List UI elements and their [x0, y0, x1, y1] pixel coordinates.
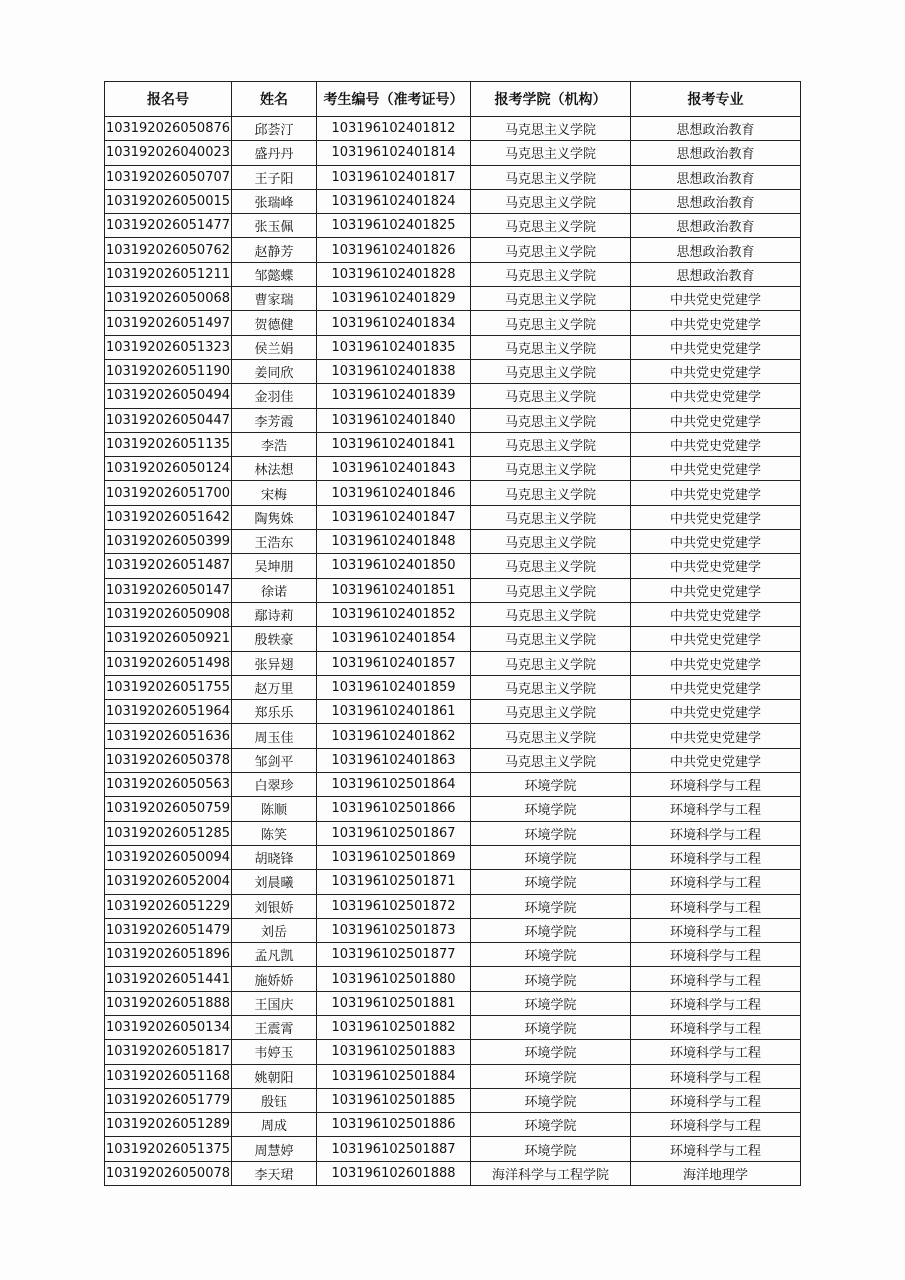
table-row — [105, 287, 801, 311]
cell-school: 环境学院 — [471, 1040, 631, 1064]
cell-major: 中共党史党建学 — [631, 505, 801, 529]
cell-registration-number: 103192026051636 — [105, 724, 232, 748]
cell-major: 中共党史党建学 — [631, 700, 801, 724]
cell-major: 中共党史党建学 — [631, 602, 801, 626]
cell-major: 环境科学与工程 — [631, 1113, 801, 1137]
cell-school: 马克思主义学院 — [471, 335, 631, 359]
cell-major: 环境科学与工程 — [631, 967, 801, 991]
cell-school: 马克思主义学院 — [471, 505, 631, 529]
cell-school: 环境学院 — [471, 1064, 631, 1088]
cell-registration-number: 103192026051135 — [105, 432, 232, 456]
header-registration-number: 报名号 — [105, 82, 232, 117]
cell-school: 海洋科学与工程学院 — [471, 1161, 631, 1185]
cell-exam-number: 103196102401852 — [317, 602, 471, 626]
cell-school: 环境学院 — [471, 821, 631, 845]
cell-major: 环境科学与工程 — [631, 821, 801, 845]
cell-major: 中共党史党建学 — [631, 335, 801, 359]
table-row — [105, 335, 801, 359]
table-row — [105, 384, 801, 408]
table-row — [105, 530, 801, 554]
cell-registration-number: 103192026051817 — [105, 1040, 232, 1064]
cell-major: 环境科学与工程 — [631, 894, 801, 918]
cell-major: 思想政治教育 — [631, 238, 801, 262]
cell-registration-number: 103192026051441 — [105, 967, 232, 991]
table-row — [105, 408, 801, 432]
cell-school: 环境学院 — [471, 845, 631, 869]
cell-school: 环境学院 — [471, 1113, 631, 1137]
table-row — [105, 724, 801, 748]
cell-major: 思想政治教育 — [631, 189, 801, 213]
cell-registration-number: 103192026051168 — [105, 1064, 232, 1088]
cell-exam-number: 103196102401847 — [317, 505, 471, 529]
cell-school: 环境学院 — [471, 991, 631, 1015]
cell-registration-number: 103192026050378 — [105, 748, 232, 772]
cell-exam-number: 103196102501866 — [317, 797, 471, 821]
cell-student-name: 赵静芳 — [232, 238, 317, 262]
cell-school: 环境学院 — [471, 1015, 631, 1039]
cell-school: 环境学院 — [471, 797, 631, 821]
cell-major: 思想政治教育 — [631, 214, 801, 238]
cell-student-name: 侯兰娟 — [232, 335, 317, 359]
table-row — [105, 1015, 801, 1039]
cell-student-name: 韦婷玉 — [232, 1040, 317, 1064]
cell-major: 中共党史党建学 — [631, 359, 801, 383]
cell-exam-number: 103196102401840 — [317, 408, 471, 432]
cell-registration-number: 103192026050494 — [105, 384, 232, 408]
cell-school: 马克思主义学院 — [471, 481, 631, 505]
cell-exam-number: 103196102601888 — [317, 1161, 471, 1185]
table-row — [105, 505, 801, 529]
cell-registration-number: 103192026051497 — [105, 311, 232, 335]
cell-exam-number: 103196102501886 — [317, 1113, 471, 1137]
cell-registration-number: 103192026050134 — [105, 1015, 232, 1039]
cell-exam-number: 103196102501885 — [317, 1088, 471, 1112]
cell-student-name: 李芳霞 — [232, 408, 317, 432]
cell-student-name: 胡晓锋 — [232, 845, 317, 869]
table-row — [105, 554, 801, 578]
cell-exam-number: 103196102401861 — [317, 700, 471, 724]
table-row — [105, 967, 801, 991]
cell-registration-number: 103192026050399 — [105, 530, 232, 554]
cell-registration-number: 103192026051477 — [105, 214, 232, 238]
cell-exam-number: 103196102401834 — [317, 311, 471, 335]
cell-student-name: 邹剑平 — [232, 748, 317, 772]
cell-exam-number: 103196102501873 — [317, 918, 471, 942]
header-major: 报考专业 — [631, 82, 801, 117]
cell-exam-number: 103196102501883 — [317, 1040, 471, 1064]
cell-student-name: 施娇娇 — [232, 967, 317, 991]
cell-exam-number: 103196102501877 — [317, 943, 471, 967]
cell-exam-number: 103196102501872 — [317, 894, 471, 918]
cell-major: 中共党史党建学 — [631, 311, 801, 335]
cell-exam-number: 103196102401859 — [317, 675, 471, 699]
cell-exam-number: 103196102501871 — [317, 870, 471, 894]
cell-school: 环境学院 — [471, 967, 631, 991]
header-name: 姓名 — [232, 82, 317, 117]
cell-school: 马克思主义学院 — [471, 554, 631, 578]
cell-school: 马克思主义学院 — [471, 359, 631, 383]
cell-school: 马克思主义学院 — [471, 700, 631, 724]
table-row — [105, 141, 801, 165]
cell-student-name: 王浩东 — [232, 530, 317, 554]
cell-school: 马克思主义学院 — [471, 651, 631, 675]
table-row — [105, 1088, 801, 1112]
cell-major: 环境科学与工程 — [631, 1137, 801, 1161]
cell-major: 环境科学与工程 — [631, 943, 801, 967]
cell-school: 环境学院 — [471, 894, 631, 918]
cell-registration-number: 103192026050068 — [105, 287, 232, 311]
table-row — [105, 1161, 801, 1185]
cell-registration-number: 103192026051375 — [105, 1137, 232, 1161]
cell-registration-number: 103192026051289 — [105, 1113, 232, 1137]
cell-student-name: 鄢诗莉 — [232, 602, 317, 626]
cell-major: 思想政治教育 — [631, 117, 801, 141]
cell-major: 中共党史党建学 — [631, 748, 801, 772]
cell-major: 环境科学与工程 — [631, 797, 801, 821]
cell-exam-number: 103196102401835 — [317, 335, 471, 359]
cell-major: 中共党史党建学 — [631, 384, 801, 408]
cell-major: 中共党史党建学 — [631, 554, 801, 578]
table-row — [105, 845, 801, 869]
cell-student-name: 刘银娇 — [232, 894, 317, 918]
cell-student-name: 郑乐乐 — [232, 700, 317, 724]
cell-exam-number: 103196102401817 — [317, 165, 471, 189]
cell-school: 马克思主义学院 — [471, 748, 631, 772]
cell-registration-number: 103192026051896 — [105, 943, 232, 967]
cell-registration-number: 103192026050094 — [105, 845, 232, 869]
cell-school: 马克思主义学院 — [471, 165, 631, 189]
cell-major: 环境科学与工程 — [631, 1040, 801, 1064]
cell-school: 马克思主义学院 — [471, 724, 631, 748]
cell-student-name: 孟凡凯 — [232, 943, 317, 967]
cell-school: 马克思主义学院 — [471, 602, 631, 626]
table-row — [105, 311, 801, 335]
cell-school: 马克思主义学院 — [471, 311, 631, 335]
table-row — [105, 189, 801, 213]
cell-major: 环境科学与工程 — [631, 773, 801, 797]
table-row — [105, 1113, 801, 1137]
table-row — [105, 821, 801, 845]
cell-exam-number: 103196102401828 — [317, 262, 471, 286]
cell-registration-number: 103192026050759 — [105, 797, 232, 821]
cell-exam-number: 103196102401862 — [317, 724, 471, 748]
cell-registration-number: 103192026051642 — [105, 505, 232, 529]
cell-exam-number: 103196102401854 — [317, 627, 471, 651]
cell-student-name: 贺德健 — [232, 311, 317, 335]
header-exam-number: 考生编号（准考证号） — [317, 82, 471, 117]
cell-registration-number: 103192026051479 — [105, 918, 232, 942]
cell-student-name: 邱荟汀 — [232, 117, 317, 141]
cell-exam-number: 103196102401863 — [317, 748, 471, 772]
table-row — [105, 262, 801, 286]
cell-student-name: 陈顺 — [232, 797, 317, 821]
cell-registration-number: 103192026051190 — [105, 359, 232, 383]
table-row — [105, 238, 801, 262]
cell-school: 环境学院 — [471, 773, 631, 797]
cell-major: 海洋地理学 — [631, 1161, 801, 1185]
cell-student-name: 刘晨曦 — [232, 870, 317, 894]
cell-school: 马克思主义学院 — [471, 432, 631, 456]
table-row — [105, 894, 801, 918]
cell-school: 马克思主义学院 — [471, 408, 631, 432]
cell-registration-number: 103192026051487 — [105, 554, 232, 578]
cell-registration-number: 103192026051888 — [105, 991, 232, 1015]
cell-student-name: 周成 — [232, 1113, 317, 1137]
cell-exam-number: 103196102401851 — [317, 578, 471, 602]
cell-exam-number: 103196102401838 — [317, 359, 471, 383]
cell-registration-number: 103192026051323 — [105, 335, 232, 359]
cell-major: 中共党史党建学 — [631, 457, 801, 481]
cell-exam-number: 103196102401826 — [317, 238, 471, 262]
cell-student-name: 吴坤朋 — [232, 554, 317, 578]
table-row — [105, 481, 801, 505]
cell-registration-number: 103192026050563 — [105, 773, 232, 797]
cell-registration-number: 103192026050015 — [105, 189, 232, 213]
cell-student-name: 盛丹丹 — [232, 141, 317, 165]
cell-student-name: 白翠珍 — [232, 773, 317, 797]
cell-student-name: 李天珺 — [232, 1161, 317, 1185]
table-row — [105, 1137, 801, 1161]
cell-school: 马克思主义学院 — [471, 384, 631, 408]
header-school: 报考学院（机构） — [471, 82, 631, 117]
cell-exam-number: 103196102401843 — [317, 457, 471, 481]
cell-exam-number: 103196102401839 — [317, 384, 471, 408]
table-row — [105, 748, 801, 772]
cell-registration-number: 103192026051211 — [105, 262, 232, 286]
cell-exam-number: 103196102501864 — [317, 773, 471, 797]
cell-student-name: 赵万里 — [232, 675, 317, 699]
cell-major: 环境科学与工程 — [631, 991, 801, 1015]
cell-registration-number: 103192026051229 — [105, 894, 232, 918]
cell-exam-number: 103196102401829 — [317, 287, 471, 311]
cell-school: 马克思主义学院 — [471, 287, 631, 311]
cell-student-name: 金羽佳 — [232, 384, 317, 408]
cell-major: 环境科学与工程 — [631, 845, 801, 869]
table-row — [105, 773, 801, 797]
cell-registration-number: 103192026051755 — [105, 675, 232, 699]
cell-school: 马克思主义学院 — [471, 141, 631, 165]
cell-school: 马克思主义学院 — [471, 675, 631, 699]
cell-student-name: 张瑞峰 — [232, 189, 317, 213]
cell-student-name: 宋梅 — [232, 481, 317, 505]
cell-major: 中共党史党建学 — [631, 724, 801, 748]
cell-major: 中共党史党建学 — [631, 651, 801, 675]
cell-exam-number: 103196102401848 — [317, 530, 471, 554]
table-row — [105, 432, 801, 456]
cell-school: 马克思主义学院 — [471, 530, 631, 554]
table-row — [105, 797, 801, 821]
cell-school: 马克思主义学院 — [471, 578, 631, 602]
cell-student-name: 陶隽姝 — [232, 505, 317, 529]
cell-registration-number: 103192026051779 — [105, 1088, 232, 1112]
cell-registration-number: 103192026051700 — [105, 481, 232, 505]
cell-exam-number: 103196102401825 — [317, 214, 471, 238]
cell-school: 马克思主义学院 — [471, 189, 631, 213]
table-header-row — [105, 82, 801, 117]
table-row — [105, 870, 801, 894]
table-row — [105, 359, 801, 383]
cell-student-name: 周玉佳 — [232, 724, 317, 748]
table-body — [105, 117, 801, 1186]
cell-school: 马克思主义学院 — [471, 238, 631, 262]
cell-major: 思想政治教育 — [631, 141, 801, 165]
cell-registration-number: 103192026051285 — [105, 821, 232, 845]
cell-student-name: 周慧婷 — [232, 1137, 317, 1161]
cell-exam-number: 103196102501884 — [317, 1064, 471, 1088]
table-row — [105, 457, 801, 481]
table-row — [105, 627, 801, 651]
cell-registration-number: 103192026040023 — [105, 141, 232, 165]
table-row — [105, 1040, 801, 1064]
cell-registration-number: 103192026050707 — [105, 165, 232, 189]
table-row — [105, 700, 801, 724]
table-row — [105, 943, 801, 967]
cell-registration-number: 103192026050921 — [105, 627, 232, 651]
cell-major: 中共党史党建学 — [631, 408, 801, 432]
cell-major: 思想政治教育 — [631, 165, 801, 189]
table-row — [105, 602, 801, 626]
table-row — [105, 165, 801, 189]
cell-school: 马克思主义学院 — [471, 457, 631, 481]
cell-major: 中共党史党建学 — [631, 287, 801, 311]
cell-major: 环境科学与工程 — [631, 918, 801, 942]
cell-exam-number: 103196102501880 — [317, 967, 471, 991]
table-row — [105, 991, 801, 1015]
table-row — [105, 578, 801, 602]
cell-student-name: 邹懿蝶 — [232, 262, 317, 286]
cell-registration-number: 103192026050447 — [105, 408, 232, 432]
cell-school: 马克思主义学院 — [471, 117, 631, 141]
cell-major: 中共党史党建学 — [631, 432, 801, 456]
cell-exam-number: 103196102501869 — [317, 845, 471, 869]
table-row — [105, 918, 801, 942]
cell-student-name: 姜同欣 — [232, 359, 317, 383]
cell-registration-number: 103192026051964 — [105, 700, 232, 724]
cell-student-name: 徐诺 — [232, 578, 317, 602]
cell-exam-number: 103196102401850 — [317, 554, 471, 578]
admission-table — [104, 81, 801, 1186]
cell-student-name: 王国庆 — [232, 991, 317, 1015]
cell-major: 中共党史党建学 — [631, 627, 801, 651]
cell-student-name: 刘岳 — [232, 918, 317, 942]
cell-major: 环境科学与工程 — [631, 1015, 801, 1039]
cell-registration-number: 103192026050078 — [105, 1161, 232, 1185]
cell-school: 马克思主义学院 — [471, 214, 631, 238]
cell-exam-number: 103196102401857 — [317, 651, 471, 675]
cell-major: 思想政治教育 — [631, 262, 801, 286]
cell-exam-number: 103196102401824 — [317, 189, 471, 213]
cell-exam-number: 103196102401814 — [317, 141, 471, 165]
cell-exam-number: 103196102401812 — [317, 117, 471, 141]
cell-registration-number: 103192026050124 — [105, 457, 232, 481]
cell-student-name: 张异翅 — [232, 651, 317, 675]
cell-school: 马克思主义学院 — [471, 627, 631, 651]
cell-student-name: 王震霄 — [232, 1015, 317, 1039]
table-row — [105, 214, 801, 238]
cell-exam-number: 103196102501881 — [317, 991, 471, 1015]
cell-student-name: 姚朝阳 — [232, 1064, 317, 1088]
cell-registration-number: 103192026052004 — [105, 870, 232, 894]
cell-student-name: 殷钰 — [232, 1088, 317, 1112]
cell-student-name: 林法想 — [232, 457, 317, 481]
cell-student-name: 张玉佩 — [232, 214, 317, 238]
cell-registration-number: 103192026050762 — [105, 238, 232, 262]
cell-school: 马克思主义学院 — [471, 262, 631, 286]
cell-school: 环境学院 — [471, 943, 631, 967]
table-row — [105, 651, 801, 675]
cell-major: 中共党史党建学 — [631, 530, 801, 554]
cell-exam-number: 103196102501882 — [317, 1015, 471, 1039]
cell-exam-number: 103196102501887 — [317, 1137, 471, 1161]
cell-exam-number: 103196102401841 — [317, 432, 471, 456]
cell-major: 环境科学与工程 — [631, 870, 801, 894]
cell-registration-number: 103192026051498 — [105, 651, 232, 675]
cell-exam-number: 103196102501867 — [317, 821, 471, 845]
cell-school: 环境学院 — [471, 1137, 631, 1161]
cell-school: 环境学院 — [471, 1088, 631, 1112]
cell-exam-number: 103196102401846 — [317, 481, 471, 505]
table-row — [105, 117, 801, 141]
cell-major: 环境科学与工程 — [631, 1064, 801, 1088]
cell-student-name: 陈笑 — [232, 821, 317, 845]
cell-student-name: 曹家瑞 — [232, 287, 317, 311]
table-row — [105, 1064, 801, 1088]
cell-student-name: 李浩 — [232, 432, 317, 456]
cell-school: 环境学院 — [471, 870, 631, 894]
cell-major: 中共党史党建学 — [631, 578, 801, 602]
cell-registration-number: 103192026050147 — [105, 578, 232, 602]
cell-registration-number: 103192026050908 — [105, 602, 232, 626]
cell-major: 中共党史党建学 — [631, 481, 801, 505]
cell-major: 中共党史党建学 — [631, 675, 801, 699]
cell-school: 环境学院 — [471, 918, 631, 942]
table-row — [105, 675, 801, 699]
cell-student-name: 殷轶豪 — [232, 627, 317, 651]
cell-registration-number: 103192026050876 — [105, 117, 232, 141]
cell-student-name: 王子阳 — [232, 165, 317, 189]
cell-major: 环境科学与工程 — [631, 1088, 801, 1112]
